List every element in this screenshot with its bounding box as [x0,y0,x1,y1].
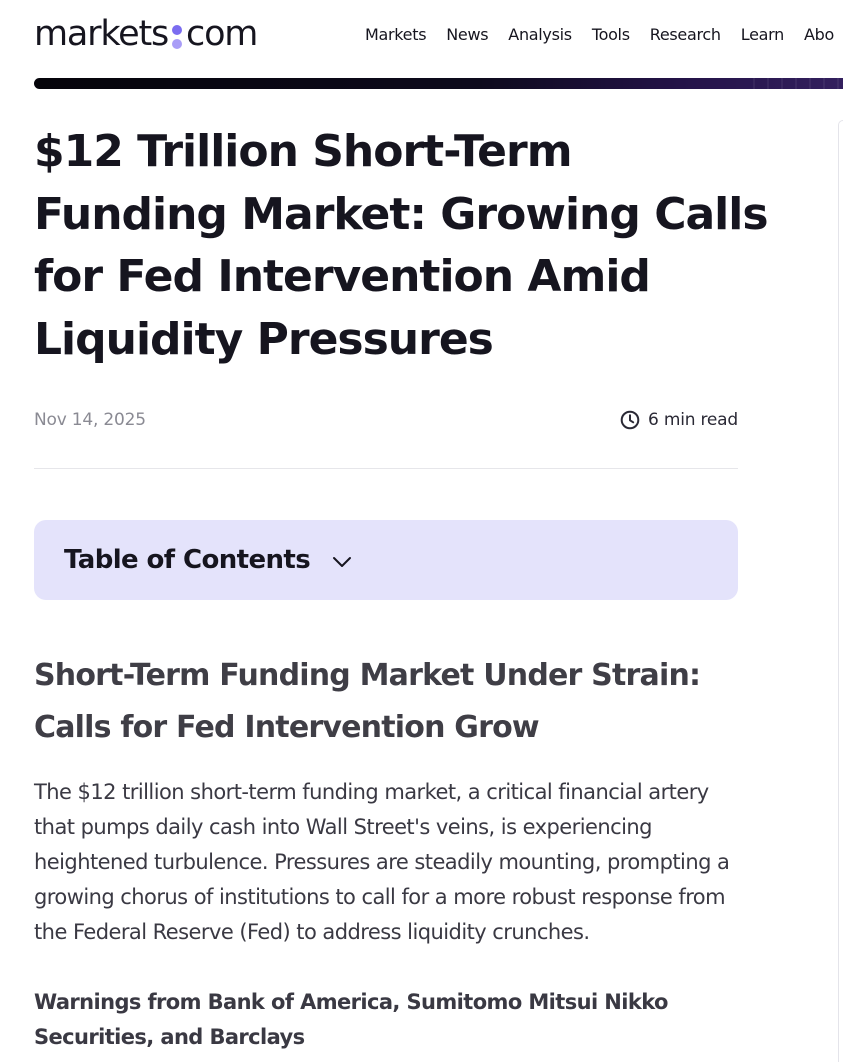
hero-banner-strip [34,78,843,89]
clock-icon [620,410,640,430]
publish-date: Nov 14, 2025 [34,410,146,430]
toc-label: Table of Contents [64,545,311,575]
nav-item-markets[interactable]: Markets [365,25,427,44]
sidebar-panel-edge [838,120,843,1062]
nav-item-tools[interactable]: Tools [591,25,630,44]
article-title: $12 Trillion Short-Term Funding Market: Growing Calls for Fed Intervention Amid Liquidity Pressures [34,126,768,365]
logo-text-markets: markets [34,14,169,54]
nav-item-about[interactable]: Abo [803,25,834,44]
main-nav [365,25,843,44]
site-logo[interactable] [34,14,257,54]
two-dot-icon [172,25,182,49]
nav-item-news[interactable]: News [446,25,489,44]
article-subheading: Warnings from Bank of America, Sumitomo Mitsui Nikko Securities, and Barclays [34,990,668,1049]
chevron-down-icon [332,556,352,568]
article-meta [34,406,738,434]
nav-item-analysis[interactable]: Analysis [508,25,572,44]
site-header [0,0,843,72]
read-time-label: 6 min read [648,410,738,430]
nav-item-research[interactable]: Research [649,25,721,44]
section-heading: Short-Term Funding Market Under Strain: Calls for Fed Intervention Grow [34,658,701,745]
article-paragraph: The $12 trillion short-term funding market, a critical financial artery that pumps daily cash into Wall Street's veins, is experiencing heightened turbulence. Pressures are steadily mounting, prompting a growing chorus of institutions to call for a more robust response from the Federal Reserve (Fed) to address liquidity crunches. [34,780,730,944]
meta-divider [34,468,738,469]
nav-item-learn[interactable]: Learn [740,25,784,44]
table-of-contents-toggle[interactable] [34,520,738,600]
read-time [620,410,738,430]
logo-text-com: com [186,14,258,54]
